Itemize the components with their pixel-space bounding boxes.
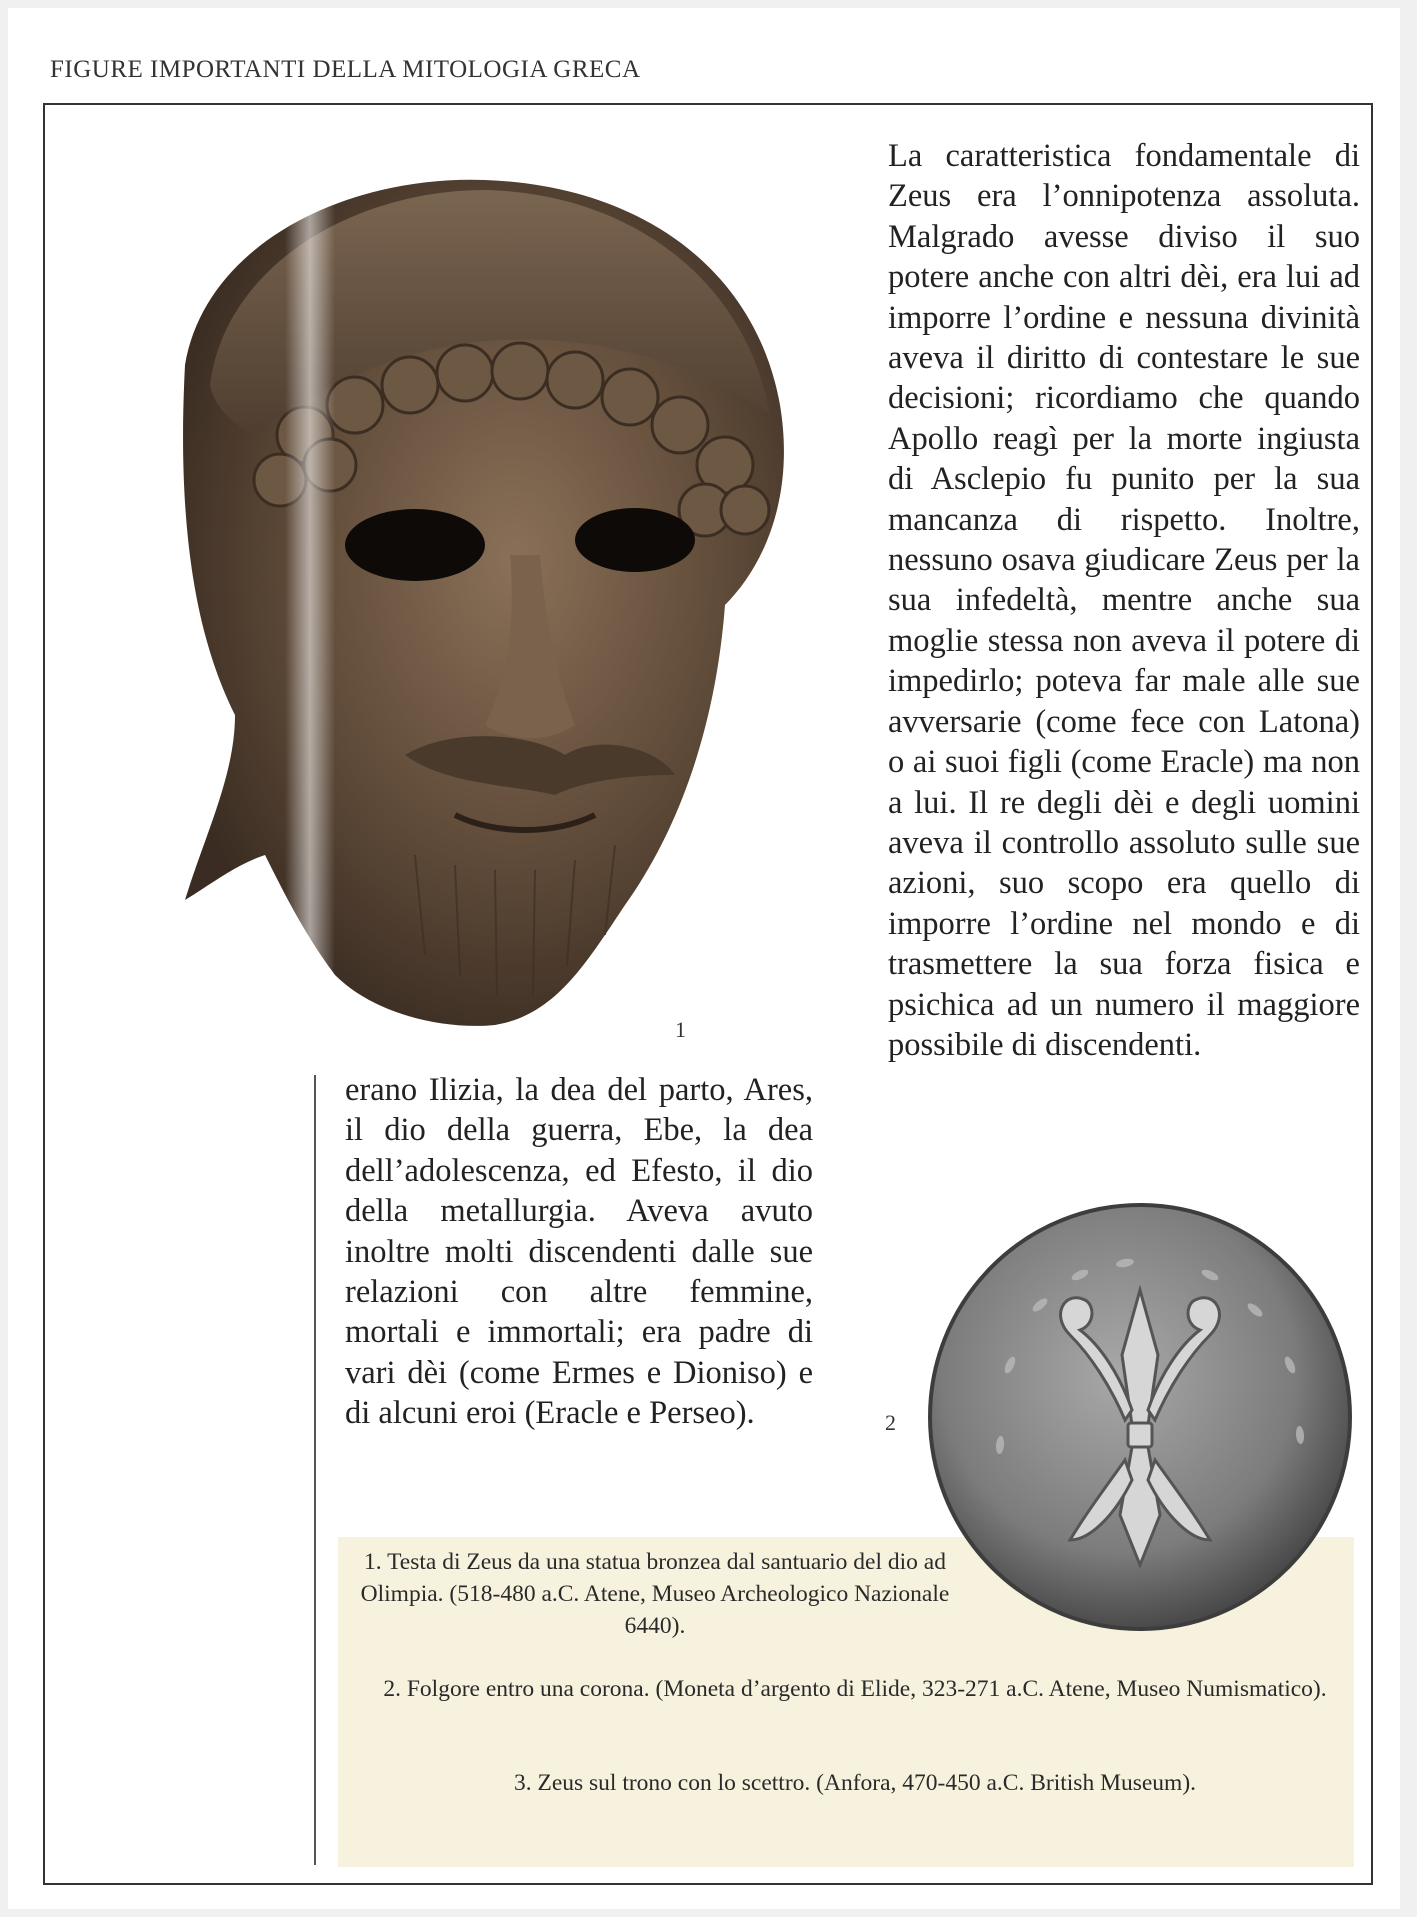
- running-head: FIGURE IMPORTANTI DELLA MITOLOGIA GRECA: [50, 56, 641, 83]
- zeus-bronze-head-image: [115, 135, 815, 1035]
- caption-figure-3: 3. Zeus sul trono con lo scettro. (Anfora, 470-450 a.C. British Museum).: [513, 1770, 1197, 1796]
- body-text-left-column: erano Ilizia, la dea del parto, Ares, il dio della guerra, Ebe, la dea dell’adolescenza, ed Efesto, il dio della metallurgia. Aveva avuto inoltre molti discendenti dalle sue relazioni con altre femmine, mortali e immortali; era padre di vari dèi (come Ermes e Dioniso) e di alcuni eroi (Eracle e Perseo).: [345, 1072, 813, 1432]
- caption-figure-1: 1. Testa di Zeus da una statua bronzea dal santuario del dio ad Olimpia. (518-480 a.C. Atene, Museo Archeologico Nazionale 6440).: [360, 1549, 950, 1639]
- figure-1-number: 1: [675, 1017, 686, 1042]
- caption-figure-2: 2. Folgore entro una corona. (Moneta d’argento di Elide, 323-271 a.C. Atene, Museo Numismatico).: [383, 1676, 1327, 1702]
- body-text-right-column: La caratteristica fondamentale di Zeus era l’onnipotenza assoluta. Malgrado avesse diviso il suo potere anche con altri dèi, era lui ad imporre l’ordine e nessuna divinità aveva il diritto di contestare le sue decisioni; ricordiamo che quando Apollo reagì per la morte ingiusta di Asclepio fu punito per la sua mancanza di rispetto. Inoltre, nessuno osava giudicare Zeus per la sua infedeltà, mentre anche sua moglie stessa non aveva il potere di impedirlo; poteva far male alle sue avversarie (come fece con Latona) o ai suoi figli (come Eracle) ma non a lui. Il re degli dèi e degli uomini aveva il controllo assoluto sulle sue azioni, suo scopo era quello di imporre l’ordine nel mondo e di trasmettere la sua forza fisica e psichica ad un numero il maggiore possibile di discendenti.: [888, 138, 1360, 1063]
- column-rule: [314, 1075, 316, 1865]
- figure-2-number: 2: [885, 1410, 896, 1435]
- silver-coin-thunderbolt-image: [920, 1195, 1360, 1635]
